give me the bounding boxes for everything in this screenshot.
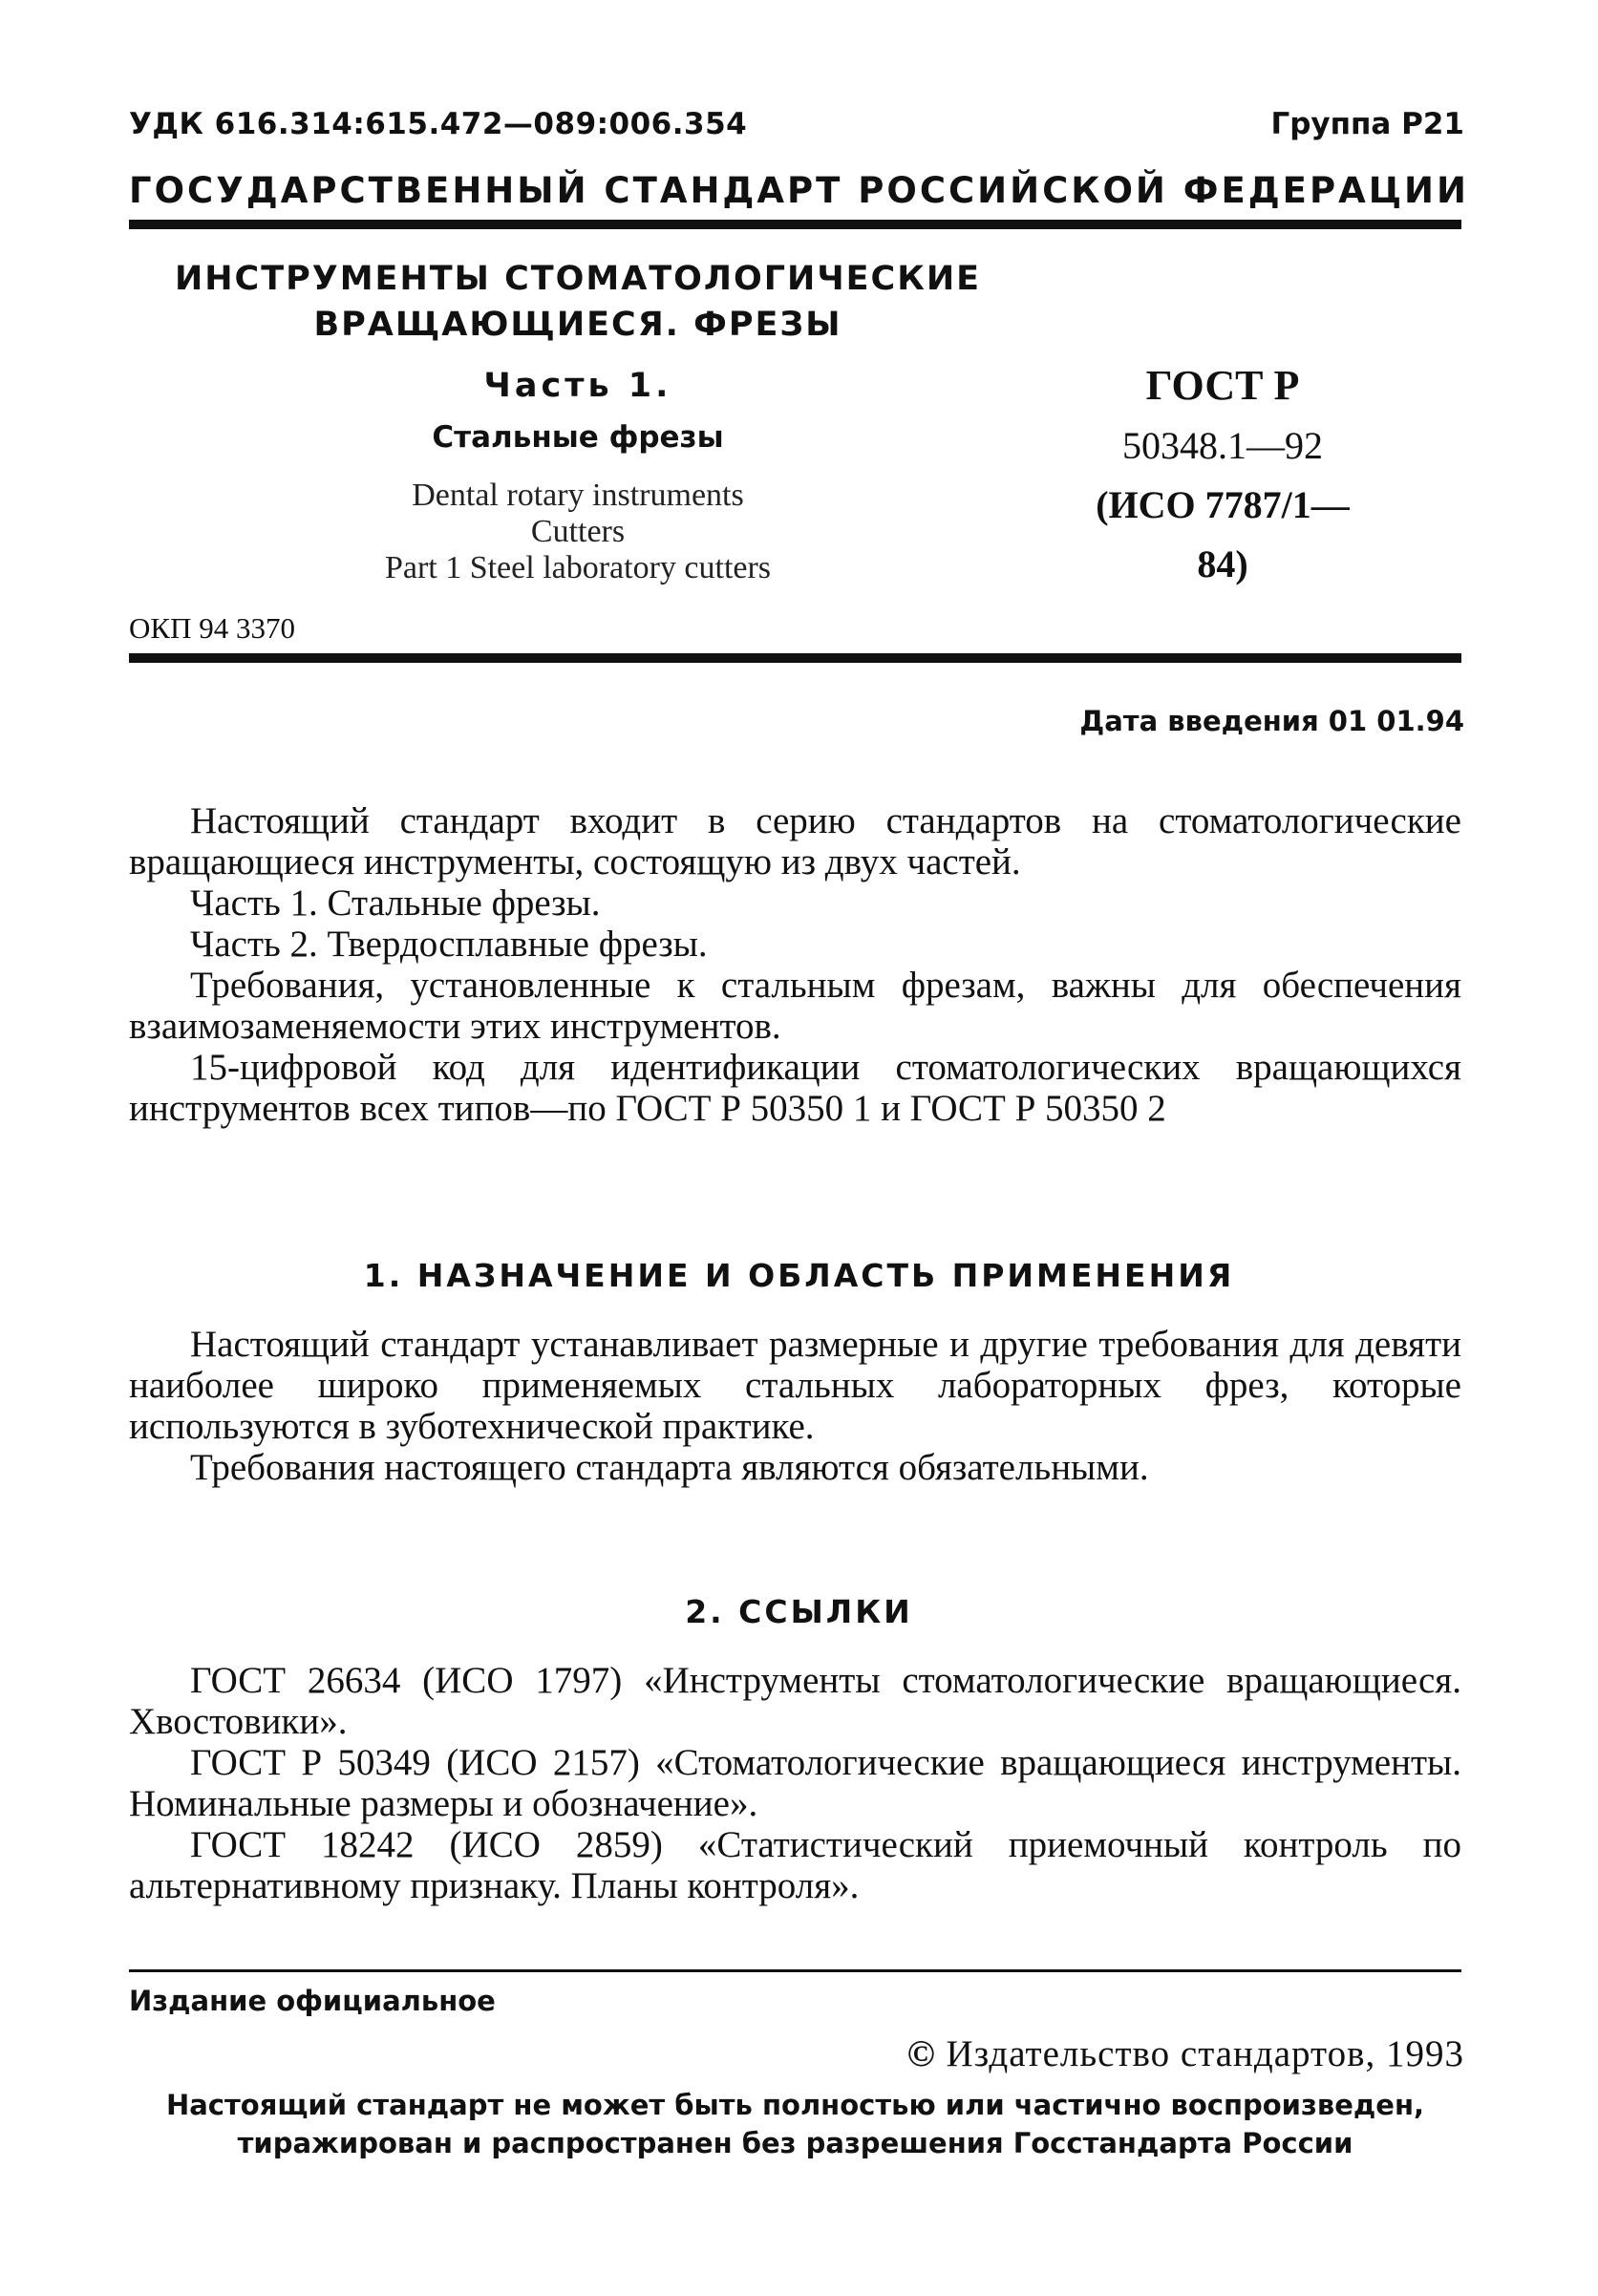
reference-paragraph: ГОСТ Р 50349 (ИСО 2157) «Стоматологические вращающиеся инструменты. Номинальные размеры и обозначение». xyxy=(129,1742,1461,1824)
udk-code: УДК 616.314:615.472—089:006.354 xyxy=(129,107,748,141)
part-subtitle: Стальные фрезы xyxy=(432,420,724,455)
okp-code: ОКП 94 3370 xyxy=(129,611,295,645)
reference-paragraph: ГОСТ 18242 (ИСО 2859) «Статистический приемочный контроль по альтернативному признаку. Планы контроля». xyxy=(129,1824,1461,1906)
notice-line-2: тиражирован и распространен без разрешения Госстандарта России xyxy=(237,2127,1353,2159)
copyright-text: Издательство стандартов, 1993 xyxy=(946,2033,1464,2074)
english-line-1: Dental rotary instruments xyxy=(412,478,744,513)
intro-paragraph: Настоящий стандарт входит в серию стандартов на стоматологические вращающиеся инструменты, состоящую из двух частей. xyxy=(129,800,1461,882)
section-1-title: 1. НАЗНАЧЕНИЕ И ОБЛАСТЬ ПРИМЕНЕНИЯ xyxy=(363,1257,1235,1294)
section-1-paragraph: Требования настоящего стандарта являются обязательными. xyxy=(190,1447,1149,1488)
document-title xyxy=(162,256,993,348)
header-rule xyxy=(129,220,1461,229)
intro-paragraph: Требования, установленные к стальным фрезам, важны для обеспечения взаимозаменяемости этих инструментов. xyxy=(129,965,1461,1047)
notice-line-1: Настоящий стандарт не может быть полностью или частично воспроизведен, xyxy=(165,2089,1425,2121)
title-rule xyxy=(129,653,1461,663)
english-line-2: Cutters xyxy=(530,514,626,549)
group-code: Группа Р21 xyxy=(1270,107,1464,141)
title-line-2: ВРАЩАЮЩИЕСЯ. ФРЕЗЫ xyxy=(313,306,842,344)
intro-paragraph: Часть 2. Твердосплавные фрезы. xyxy=(190,924,708,965)
reference-paragraph: ГОСТ 26634 (ИСО 1797) «Инструменты стоматологические вращающиеся. Хвостовики». xyxy=(129,1660,1461,1742)
introduction-date: Дата введения 01 01.94 xyxy=(1079,705,1464,737)
intro-paragraph: 15-цифровой код для идентификации стоматологических вращающихся инструментов всех типов—по ГОСТ Р 50350 1 и ГОСТ Р 50350 2 xyxy=(129,1047,1461,1129)
iso-reference: (ИСО 7787/1—84) xyxy=(1096,483,1350,585)
copyright-line xyxy=(907,2032,1464,2075)
copyright-icon: © xyxy=(906,2033,936,2074)
section-2-title: 2. ССЫЛКИ xyxy=(685,1593,913,1630)
gost-label: ГОСТ Р xyxy=(1145,362,1300,409)
gost-number: 50348.1—92 xyxy=(1122,424,1323,467)
english-title xyxy=(162,478,993,586)
section-1-paragraph: Настоящий стандарт устанавливает размерные и другие требования для девяти наиболее широко применяемых стальных лабораторных фрез, которые используются в зуботехнической практике. xyxy=(129,1324,1461,1447)
introduction-text xyxy=(129,800,1461,1129)
section-2-text xyxy=(129,1660,1461,1906)
intro-paragraph: Часть 1. Стальные фрезы. xyxy=(190,882,601,924)
edition-label: Издание официальное xyxy=(129,1985,496,2017)
section-1-text xyxy=(129,1324,1461,1488)
reproduction-notice xyxy=(115,2086,1476,2162)
gost-designation xyxy=(1079,355,1366,594)
part-label: Часть 1. xyxy=(483,367,672,405)
english-line-3: Part 1 Steel laboratory cutters xyxy=(384,550,772,585)
footer-rule xyxy=(129,1969,1461,1972)
state-standard-heading: ГОСУДАРСТВЕННЫЙ СТАНДАРТ РОССИЙСКОЙ ФЕДЕРАЦИИ xyxy=(129,170,1469,211)
title-line-1: ИНСТРУМЕНТЫ СТОМАТОЛОГИЧЕСКИЕ xyxy=(174,260,982,298)
